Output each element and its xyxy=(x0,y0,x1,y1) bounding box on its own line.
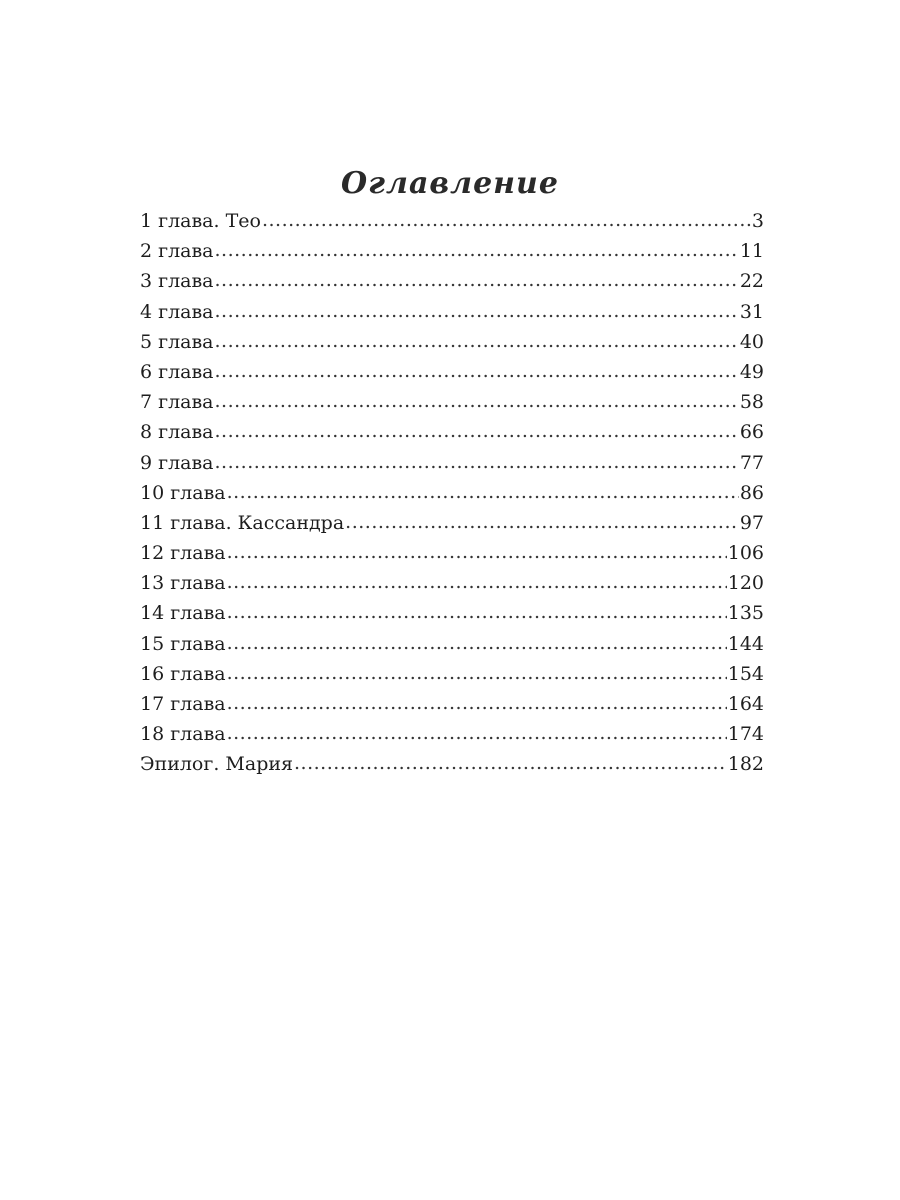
toc-entry-label: 13 глава xyxy=(140,572,226,595)
dot-leader xyxy=(215,265,739,295)
dot-leader xyxy=(227,477,739,507)
toc-entry-label: 10 глава xyxy=(140,481,226,504)
toc-entry-page-number: 58 xyxy=(739,391,764,414)
dot-leader xyxy=(227,537,727,567)
toc-entry xyxy=(140,749,764,779)
dot-leader xyxy=(215,447,739,477)
toc-entry xyxy=(140,689,764,719)
toc-entry-page-number: 11 xyxy=(739,240,764,263)
dot-leader xyxy=(227,628,727,658)
table-of-contents xyxy=(140,206,764,780)
toc-entry xyxy=(140,598,764,628)
page-title: Оглавление xyxy=(341,166,559,202)
toc-entry-label: 17 глава xyxy=(140,693,226,715)
toc-entry-label: 7 глава xyxy=(140,391,214,414)
toc-entry-page-number: 97 xyxy=(739,511,764,534)
dot-leader xyxy=(345,507,739,537)
toc-entry xyxy=(140,448,764,478)
dot-leader xyxy=(227,567,727,597)
toc-entry xyxy=(140,297,764,327)
toc-entry-label: 4 глава xyxy=(140,300,214,323)
toc-entry-page-number: 182 xyxy=(727,753,764,776)
toc-entry-page-number: 31 xyxy=(739,300,764,323)
dot-leader xyxy=(227,688,727,718)
toc-entry-label: 9 глава xyxy=(140,451,214,474)
toc-entry xyxy=(140,719,764,749)
toc-entry-page-number: 174 xyxy=(727,723,764,746)
dot-leader xyxy=(215,326,739,356)
toc-entry-label: 1 глава. Тео xyxy=(140,210,261,232)
toc-entry-page-number: 77 xyxy=(739,451,764,474)
dot-leader xyxy=(227,597,727,627)
toc-entry xyxy=(140,206,764,236)
toc-entry-page-number: 135 xyxy=(727,602,764,625)
toc-entry xyxy=(140,387,764,417)
toc-entry-page-number: 164 xyxy=(727,693,764,715)
toc-entry-page-number: 22 xyxy=(739,270,764,293)
toc-entry-page-number: 66 xyxy=(739,421,764,444)
toc-entry xyxy=(140,236,764,266)
toc-entry-label: 2 глава xyxy=(140,240,214,263)
toc-entry xyxy=(140,478,764,508)
toc-entry-page-number: 120 xyxy=(727,572,764,595)
dot-leader xyxy=(262,205,751,235)
toc-entry-label: 8 глава xyxy=(140,421,214,444)
toc-entry-page-number: 144 xyxy=(727,632,764,655)
toc-entry-page-number: 106 xyxy=(727,542,764,565)
dot-leader xyxy=(294,748,727,778)
toc-entry-label: 5 глава xyxy=(140,330,214,353)
toc-entry-label: 12 глава xyxy=(140,542,226,565)
toc-entry-label: Эпилог. Мария xyxy=(140,753,294,776)
toc-entry xyxy=(140,629,764,659)
toc-entry-label: 15 глава xyxy=(140,632,226,655)
toc-entry-page-number: 3 xyxy=(751,210,764,232)
toc-entry-label: 14 глава xyxy=(140,602,226,625)
dot-leader xyxy=(215,296,739,326)
toc-entry-page-number: 49 xyxy=(739,360,764,383)
dot-leader xyxy=(227,718,727,748)
toc-entry xyxy=(140,327,764,357)
toc-entry xyxy=(140,266,764,296)
dot-leader xyxy=(215,356,739,386)
toc-entry-label: 11 глава. Кассандра xyxy=(140,511,345,534)
toc-entry-label: 16 глава xyxy=(140,662,226,685)
toc-entry-page-number: 86 xyxy=(739,481,764,504)
toc-entry-label: 3 глава xyxy=(140,270,214,293)
toc-entry-page-number: 154 xyxy=(727,662,764,685)
dot-leader xyxy=(215,386,739,416)
toc-entry xyxy=(140,508,764,538)
toc-entry-label: 18 глава xyxy=(140,723,226,746)
dot-leader xyxy=(215,235,739,265)
toc-entry-label: 6 глава xyxy=(140,360,214,383)
dot-leader xyxy=(215,416,739,446)
toc-entry-page-number: 40 xyxy=(739,330,764,353)
toc-entry xyxy=(140,538,764,568)
toc-entry xyxy=(140,568,764,598)
dot-leader xyxy=(227,658,727,688)
toc-entry xyxy=(140,417,764,447)
toc-entry xyxy=(140,659,764,689)
toc-entry xyxy=(140,357,764,387)
